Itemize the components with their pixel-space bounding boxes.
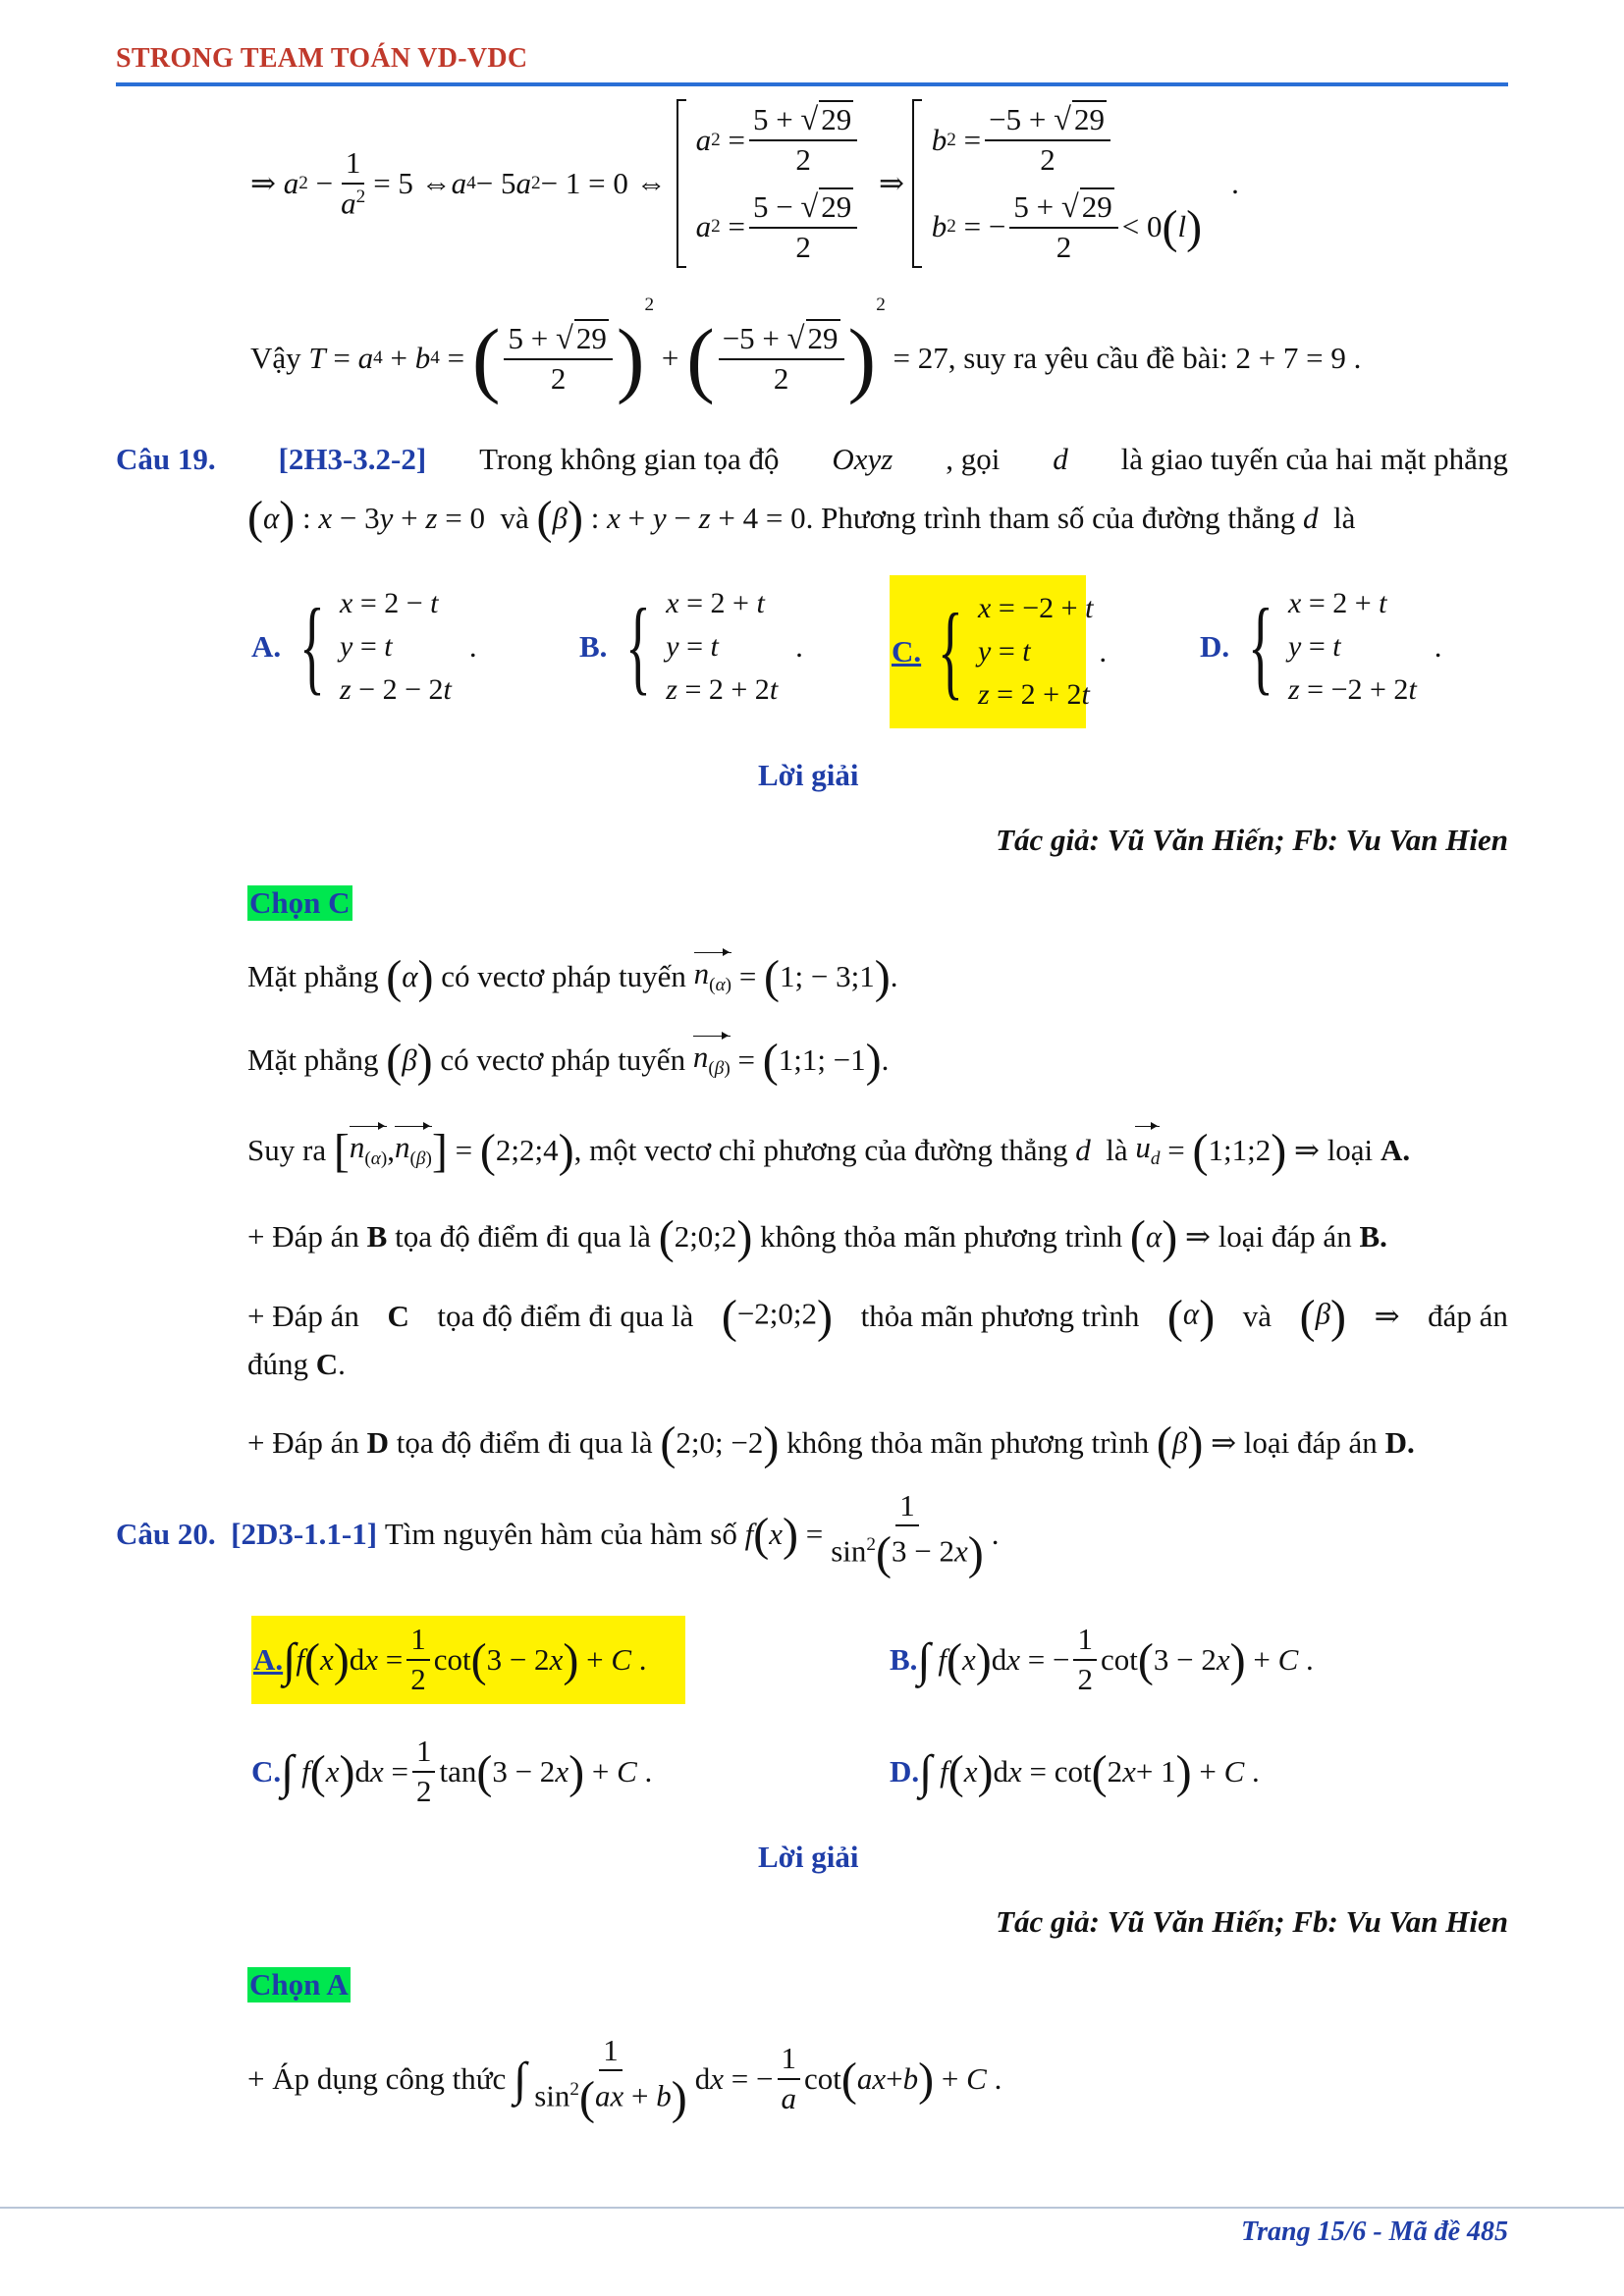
- q19-author: Tác giả: Vũ Văn Hiến; Fb: Vu Van Hien: [996, 823, 1508, 857]
- q20-option-b[interactable]: B. ∫ f ( x ) d x = − $\frac{1}{2}$ cot ( 3 − 2 x ) + C .: [890, 1622, 1314, 1696]
- result-line: Vậy T = a 4 + b 4 = ( $\frac{5 + √29}{2}$ ) $^2$ + ( $\frac{-5 + √29}{2}$ ) $^2$ = 27 , suy ra yêu cầu đề bài: 2 + 7 = 9 .: [250, 294, 1362, 405]
- q19-option-d[interactable]: D. { x = 2 + t y = t z = −2 + 2t .: [1200, 587, 1442, 706]
- footer-rule: [0, 2207, 1624, 2209]
- q20-option-d[interactable]: D. ∫ f ( x ) d x = cot ( 2 x + 1 ) + C .: [890, 1745, 1260, 1798]
- question-19: Câu 19. [2H3-3.2-2] Trong không gian tọa độ Oxyz , gọi d là giao tuyến của hai mặt phẳng ( α ) : x − 3 y + z = 0 và ( β ) : x + y − z + 4 = 0 . Phương trình tham số của đường thẳng d là: [116, 442, 1508, 544]
- footer-page: Trang 15/6 - Mã đề 485: [1241, 2216, 1508, 2247]
- q19-line-b: + Đáp án B tọa độ điểm đi qua là ( 2;0;2 ) không thỏa mãn phương trình ( α ) ⇒ loại đáp án B.: [247, 1210, 1387, 1263]
- q19-line-3: Suy ra [ $n_{(\alpha)}$ , $n_{(\beta)}$ ] = ( 2;2;4 ) , một vectơ chỉ phương của đường thẳng d là $u_d$ = ( 1;1;2 ) ⇒ loại A.: [247, 1124, 1411, 1177]
- q20-author: Tác giả: Vũ Văn Hiến; Fb: Vu Van Hien: [996, 1904, 1508, 1939]
- header-rule: [116, 82, 1508, 86]
- q20-option-c[interactable]: C. ∫ f ( x ) d x = $\frac{1}{2}$ tan ( 3 − 2 x ) + C .: [251, 1734, 653, 1808]
- question-19-code: [2H3-3.2-2]: [278, 442, 427, 476]
- q20-formula-line: + Áp dụng công thức ∫ $\frac{1}{\sin^2(ax + b)}$ d x = − $\frac{1}{a}$ cot ( ax + b ) + C .: [247, 2032, 1002, 2125]
- question-20: Câu 20. [2D3-1.1-1] Tìm nguyên hàm của hàm số f ( x ) = $\frac{1}{\sin^2(3 - 2x)}$ .: [116, 1487, 1000, 1580]
- q19-line-1: Mặt phẳng ( α ) có vectơ pháp tuyến $n_{(\alpha)}$ = ( 1; − 3;1 ) .: [247, 950, 898, 1003]
- question-19-label: Câu 19.: [116, 442, 216, 476]
- header-title: STRONG TEAM TOÁN VD-VDC: [116, 43, 528, 74]
- q20-solution-title: Lời giải: [758, 1840, 859, 1874]
- q19-option-b[interactable]: B. { x = 2 + t y = t z = 2 + 2t .: [579, 587, 803, 706]
- q19-line-d: + Đáp án D tọa độ điểm đi qua là ( 2;0; −2 ) không thỏa mãn phương trình ( β ) ⇒ loại đáp án D.: [247, 1416, 1415, 1469]
- q20-choice: Chọn A: [249, 1967, 349, 2002]
- q19-option-c[interactable]: C. { x = −2 + t y = t z = 2 + 2t .: [890, 575, 1086, 728]
- q19-solution-title: Lời giải: [758, 758, 859, 792]
- q19-line-c: + Đáp án C tọa độ điểm đi qua là (−2;0;2) thỏa mãn phương trình (α) và (β) ⇒ đáp án đúng C.: [247, 1290, 1508, 1381]
- q19-line-2: Mặt phẳng ( β ) có vectơ pháp tuyến $n_{(\beta)}$ = ( 1;1; −1 ) .: [247, 1034, 890, 1087]
- equation-a: ⇒ a 2 − $\frac{1}{a^2}$ = 5 ⇔ a 4 − 5 a 2 − 1 = 0 ⇔ a 2 = $\frac{5 + √29}{2}$ a 2 = $\frac{5 - √29}{2}$ ⇒ b 2 = $\frac{-5 + √29}{2}$ b 2 = − $\frac{5 + √29}{2}$ < 0 ( l ) .: [250, 90, 1239, 277]
- q19-choice: Chọn C: [249, 885, 351, 920]
- q19-option-a[interactable]: A. { x = 2 − t y = t z − 2 − 2t .: [251, 587, 477, 706]
- q20-option-a[interactable]: A. ∫ f ( x ) d x = $\frac{1}{2}$ cot ( 3 − 2 x ) + C .: [251, 1616, 685, 1704]
